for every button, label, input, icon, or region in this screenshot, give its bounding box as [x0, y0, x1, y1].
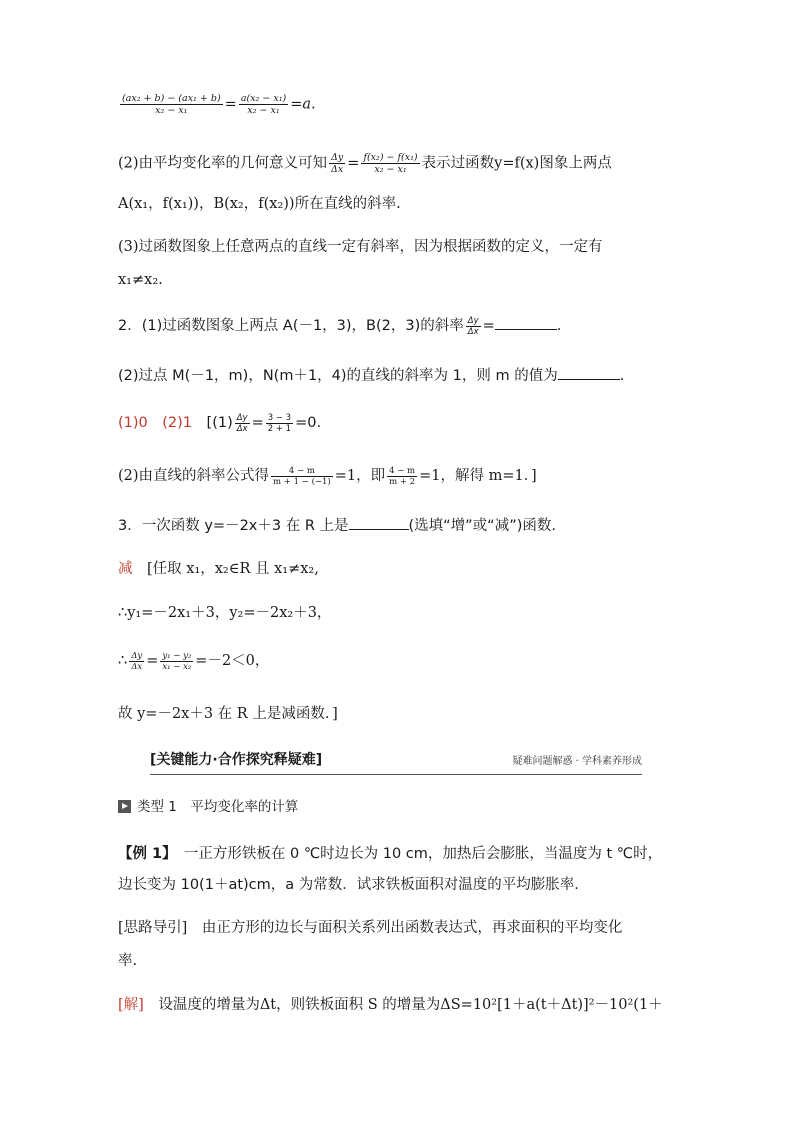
- answer-blank[interactable]: [495, 315, 557, 330]
- solution-line-1: [解] 设温度的增量为Δt，则铁板面积 S 的增量为ΔS=10²[1＋a(t＋Δt)]²－10²(1＋: [118, 997, 663, 1013]
- answer-3-line-1: 减 [任取 x₁，x₂∈R 且 x₁≠x₂,: [118, 561, 319, 577]
- fraction: $\frac{4 - m}{m + 1 - (-1)}$: [273, 465, 331, 487]
- fraction: $\frac{\Delta y}{\Delta x}$: [131, 650, 143, 672]
- paragraph-line: A(x₁，f(x₁))，B(x₂，f(x₂))所在直线的斜率.: [118, 196, 401, 212]
- triangle-marker-icon: [118, 800, 131, 813]
- question-2-part-2: (2)过点 M(－1，m)，N(m＋1，4)的直线的斜率为 1，则 m 的值为 .: [118, 365, 678, 387]
- answer-2-part-2: (2)由直线的斜率公式得 $\frac{4 - m}{m + 1 - (-1)}$ =1，即 $\frac{4 - m}{m + 2}$ =1，解得 m=1．]: [118, 465, 537, 487]
- answer-blank[interactable]: [558, 365, 620, 380]
- fraction: $\frac{\text{a(x₂ − x₁)}}{\text{x₂ − x₁}}$: [240, 93, 287, 116]
- section-header: [150, 750, 642, 775]
- fraction: $\frac{3 - 3}{2 + 1}$: [267, 412, 292, 434]
- guide-line-1: [思路导引] 由正方形的边长与面积关系列出函数表达式，再求面积的平均变化: [118, 920, 623, 936]
- answer-blank[interactable]: [349, 515, 409, 530]
- type-heading: 类型 1 平均变化率的计算: [118, 797, 298, 817]
- section-subtitle: 疑难问题解惑 · 学科素养形成: [512, 756, 642, 767]
- paragraph-line: (3)过函数图象上任意两点的直线一定有斜率，因为根据函数的定义，一定有: [118, 239, 603, 255]
- question-2-part-1: 2．(1)过函数图象上两点 A(－1，3)，B(2，3)的斜率 $\frac{\Delta y}{\Delta x}$ = .: [118, 315, 562, 337]
- section-title: [关键能力·合作探究释疑难]: [150, 752, 323, 768]
- paragraph-line: x₁≠x₂.: [118, 272, 163, 288]
- fraction: $\frac{\text{y₁ − y₂}}{\text{x₁ − x₂}}$: [162, 650, 192, 672]
- example-1-line-1: 【例 1】 一正方形铁板在 0 ℃时边长为 10 cm，加热后会膨胀，当温度为 t ℃时，: [118, 846, 663, 862]
- answer-3-line-2: ∴y₁=－2x₁＋3，y₂=－2x₂＋3，: [118, 605, 332, 621]
- fraction: $\frac{\Delta y}{\Delta x}$: [331, 152, 344, 175]
- question-3: 3．一次函数 y=－2x＋3 在 R 上是 (选填“增”或“减”)函数.: [118, 515, 678, 537]
- fraction: $\frac{\Delta y}{\Delta x}$: [467, 315, 479, 337]
- example-1-line-2: 边长变为 10(1＋at)cm，a 为常数．试求铁板面积对温度的平均膨胀率.: [118, 877, 579, 893]
- paragraph-line: (2)由平均变化率的几何意义可知 $\frac{\Delta y}{\Delta x}$ = $\frac{\text{f(x₂) − f(x₁)}}{\text{x₂ − x₁}}$ 表示过函数y=f(x)图象上两点: [118, 152, 612, 175]
- equation-line-1: $\frac{\text{(ax₂ + b) − (ax₁ + b)}}{\text{x₂ − x₁}}$ = $\frac{\text{a(x₂ − x₁)}}{\text{x₂ − x₁}}$ =a.: [122, 93, 316, 116]
- guide-line-2: 率.: [118, 953, 138, 969]
- answer-3-line-3: ∴ $\frac{\Delta y}{\Delta x}$ = $\frac{\text{y₁ − y₂}}{\text{x₁ − x₂}}$ =－2＜0，: [118, 650, 270, 672]
- fraction: $\frac{\text{f(x₂) − f(x₁)}}{\text{x₂ − x₁}}$: [363, 152, 418, 175]
- answer-2-part-1: (1)0 (2)1 [(1) $\frac{\Delta y}{\Delta x}$ = $\frac{3 - 3}{2 + 1}$ =0.: [118, 412, 322, 434]
- fraction: $\frac{\Delta y}{\Delta x}$: [236, 412, 248, 434]
- fraction: $\frac{\text{(ax₂ + b) − (ax₁ + b)}}{\text{x₂ − x₁}}$: [122, 93, 221, 116]
- answer-3-line-4: 故 y=－2x＋3 在 R 上是减函数．]: [118, 706, 338, 722]
- fraction: $\frac{4 - m}{m + 2}$: [389, 465, 416, 487]
